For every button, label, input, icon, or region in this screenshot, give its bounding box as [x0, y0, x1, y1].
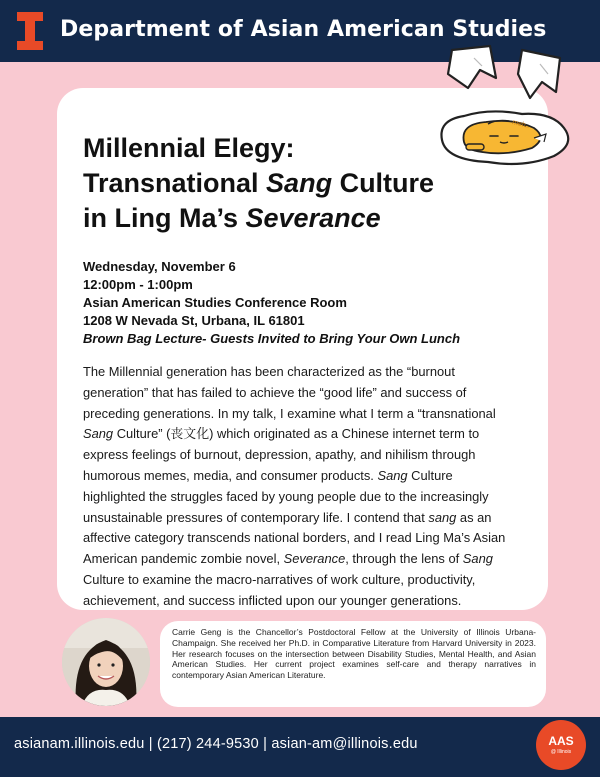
abstract-line: achievement, and success inflicted upon our younger generations. [83, 592, 462, 608]
speaker-portrait-icon [62, 618, 150, 706]
abstract-line: preceding generations. In my talk, I examine what I term a “transnational [83, 405, 496, 421]
abstract-text: Culture [407, 467, 453, 483]
abstract-italic: Sang [83, 426, 114, 442]
title-text: Transnational [83, 168, 267, 198]
title-line-2 [83, 166, 513, 201]
aas-badge-sub: @ Illinois [550, 749, 572, 755]
abstract-line: The Millennial generation has been characterized as the “burnout [83, 364, 455, 379]
abstract-line: highlighted the struggles faced by young people due to the increasingly [83, 488, 489, 504]
aas-badge [536, 720, 586, 770]
abstract-line: Culture to examine the macro-narratives of work culture, productivity, [83, 571, 476, 587]
abstract-line: express feelings of burnout, depression, apathy, and nihilism through [83, 447, 476, 463]
abstract-italic: Severance [283, 551, 346, 567]
abstract-italic: Sang [462, 551, 493, 567]
title-line-1: Millennial Elegy: [83, 133, 295, 163]
abstract-line [83, 466, 538, 487]
event-location: Asian American Studies Conference Room [83, 295, 347, 310]
aas-badge-label: AAS [548, 734, 574, 748]
title-italic: Sang [266, 168, 333, 198]
abstract-text: American pandemic zombie novel, [83, 551, 284, 567]
abstract-italic: sang [428, 509, 457, 525]
abstract-text: as an [456, 509, 492, 525]
abstract-line: generation” that has failed to achieve the “good life” and success of [83, 384, 467, 400]
egg-caption: meh.. [511, 118, 531, 131]
department-title: Department of Asian American Studies [60, 17, 547, 42]
title-text: Culture [332, 168, 435, 198]
abstract-text: unsustainable pressures of contemporary life. I contend that [83, 509, 429, 525]
abstract-text: , through the lens of [345, 551, 463, 567]
event-details [83, 258, 543, 348]
abstract-italic: Sang [377, 467, 408, 483]
abstract-text: humorous memes, media, and consumer products. [83, 467, 378, 483]
abstract-line: affective category transcends national borders, and I read Ling Ma’s Asian [83, 530, 506, 546]
abstract-line [83, 508, 538, 529]
abstract [83, 362, 538, 612]
event-time: 12:00pm - 1:00pm [83, 277, 193, 292]
speaker-bio: Carrie Geng is the Chancellor’s Postdoctoral Fellow at the University of Illinois Urbana-Champaign. She received her Ph.D. in Comparative Literature from Harvard University in 2023. Her research focuses on the intersection between Disability Studies, Mental Health, and Asian American Studies. Her current project examines self-care and therapy narratives in contemporary Asian American Literature. [172, 627, 536, 681]
abstract-line [83, 424, 538, 445]
event-date: Wednesday, November 6 [83, 259, 236, 274]
event-note: Brown Bag Lecture- Guests Invited to Bring Your Own Lunch [83, 331, 461, 346]
abstract-line [83, 549, 538, 570]
title-line-3 [83, 201, 513, 236]
title-text: in Ling Ma’s [83, 203, 246, 233]
title-italic: Severance [245, 203, 381, 233]
event-title [83, 131, 513, 236]
contact-info: asianam.illinois.edu | (217) 244-9530 | asian-am@illinois.edu [14, 736, 418, 752]
block-i-icon [17, 12, 43, 50]
abstract-text: Culture” (丧文化) which originated as a Chinese internet term to [113, 426, 480, 442]
event-address: 1208 W Nevada St, Urbana, IL 61801 [83, 313, 305, 328]
